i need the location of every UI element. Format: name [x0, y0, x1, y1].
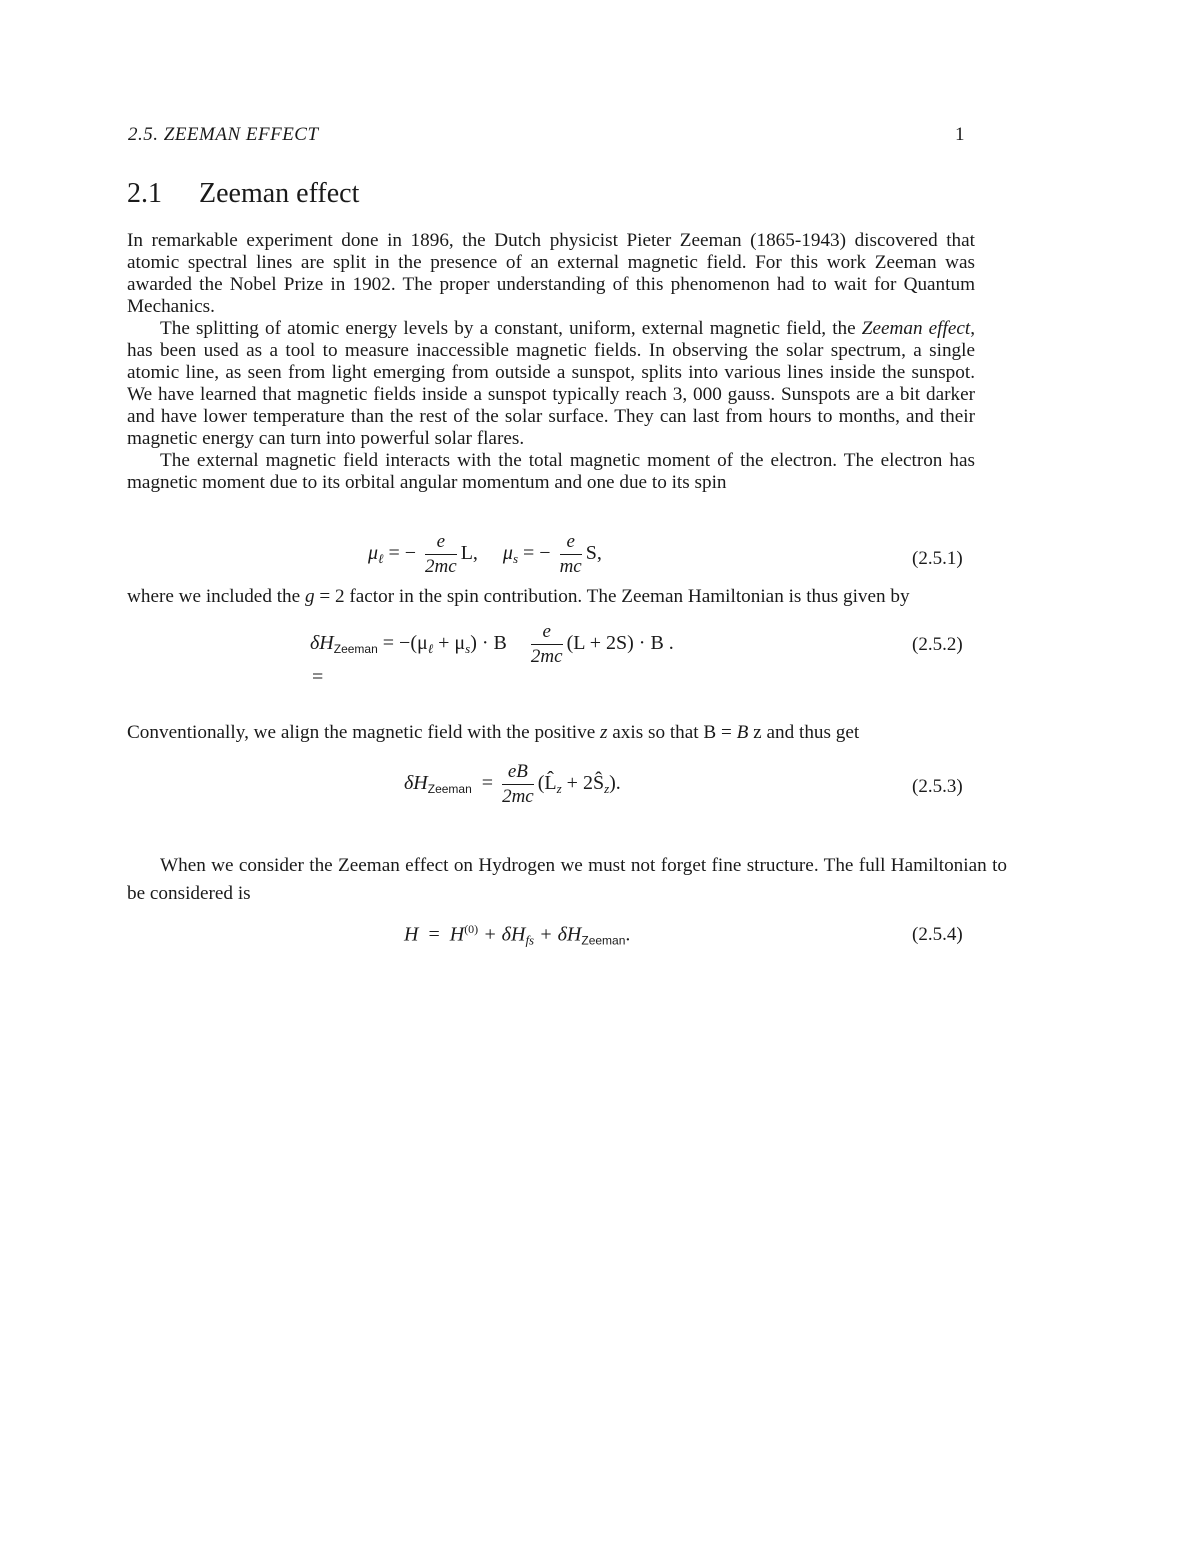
- page-number: 1: [955, 124, 965, 145]
- section-title: [127, 178, 359, 210]
- paragraph-block-3: [127, 722, 975, 744]
- fraction-eB-over-2mc: $\frac{eB}{2mc}$: [502, 761, 534, 807]
- fraction-e-over-mc: $\frac{e}{mc}$: [559, 531, 582, 577]
- paragraph-block-2: [127, 586, 975, 608]
- equation-number-2-5-2: (2.5.2): [912, 634, 963, 655]
- paragraph-intro: In remarkable experiment done in 1896, the Dutch physicist Pieter Zeeman (1865-1943) discovered that atomic spectral lines are split in the presence of an external magnetic field. For this work Zeeman was awarded the Nobel Prize in 1902. The proper understanding of this phenomenon had to wait for Quantum Mechanics.: [127, 230, 975, 317]
- equation-2-5-1: $\mu_\ell$ = − $\frac{e}{2mc}$ L, $\mu_s$ = − $\frac{e}{mc}$ S,: [368, 531, 602, 577]
- equation-2-5-3: $\delta H_{Zeeman}$ = $\frac{eB}{2mc}$ ($L̂_z$ + $2Ŝ_z$).: [404, 761, 621, 807]
- paragraph-magnetic-moment: The external magnetic field interacts with the total magnetic moment of the electron. The electron has magnetic moment due to its orbital angular momentum and one due to its spin: [127, 450, 975, 493]
- section-number: 2.1: [127, 178, 162, 209]
- equation-number-2-5-1: (2.5.1): [912, 548, 963, 569]
- running-head: 2.5. ZEEMAN EFFECT: [128, 124, 319, 145]
- section-title-text: Zeeman effect: [199, 178, 360, 209]
- paragraph-block-1: [127, 230, 975, 494]
- paragraph-fine-structure: When we consider the Zeeman effect on Hydrogen we must not forget fine structure. The full Hamiltonian to be considered is: [127, 855, 1007, 904]
- equation-number-2-5-4: (2.5.4): [912, 924, 963, 945]
- emphasis-zeeman-effect: Zeeman effect: [861, 318, 971, 339]
- equation-2-5-2-second-equals: =: [312, 666, 324, 688]
- paragraph-sunspot: The splitting of atomic energy levels by a constant, uniform, external magnetic field, the Zeeman effect, has been used as a tool to measure inaccessible magnetic fields. In observing the solar spectrum, a single atomic line, as seen from light emerging from outside a sunspot, splits into various lines inside the sunspot. We have learned that magnetic fields inside a sunspot typically reach 3, 000 gauss. Sunspots are a bit darker and have lower temperature than the rest of the solar surface. They can last from hours to months, and their magnetic energy can turn into powerful solar flares.: [127, 318, 976, 449]
- fraction-e-over-2mc: $\frac{e}{2mc}$: [425, 531, 457, 577]
- fraction-e-over-2mc-2: $\frac{e}{2mc}$: [530, 621, 563, 667]
- equation-2-5-2: $\delta H_{Zeeman} = -(\mu_\ell + \mu_s) \cdot B$ $\frac{e}{2mc}$ (L + 2S) · B .: [310, 621, 674, 667]
- paragraph-alignment: Conventionally, we align the magnetic field with the positive z axis so that B = B z and thus get: [127, 722, 860, 743]
- paragraph-g-factor: where we included the g = 2 factor in the spin contribution. The Zeeman Hamiltonian is thus given by: [127, 586, 910, 607]
- equation-2-5-4: $H = H^{(0)} + \delta H_{fs} + \delta H_{Zeeman}$.: [404, 922, 631, 948]
- equation-number-2-5-3: (2.5.3): [912, 776, 963, 797]
- paragraph-block-4: [127, 852, 1007, 908]
